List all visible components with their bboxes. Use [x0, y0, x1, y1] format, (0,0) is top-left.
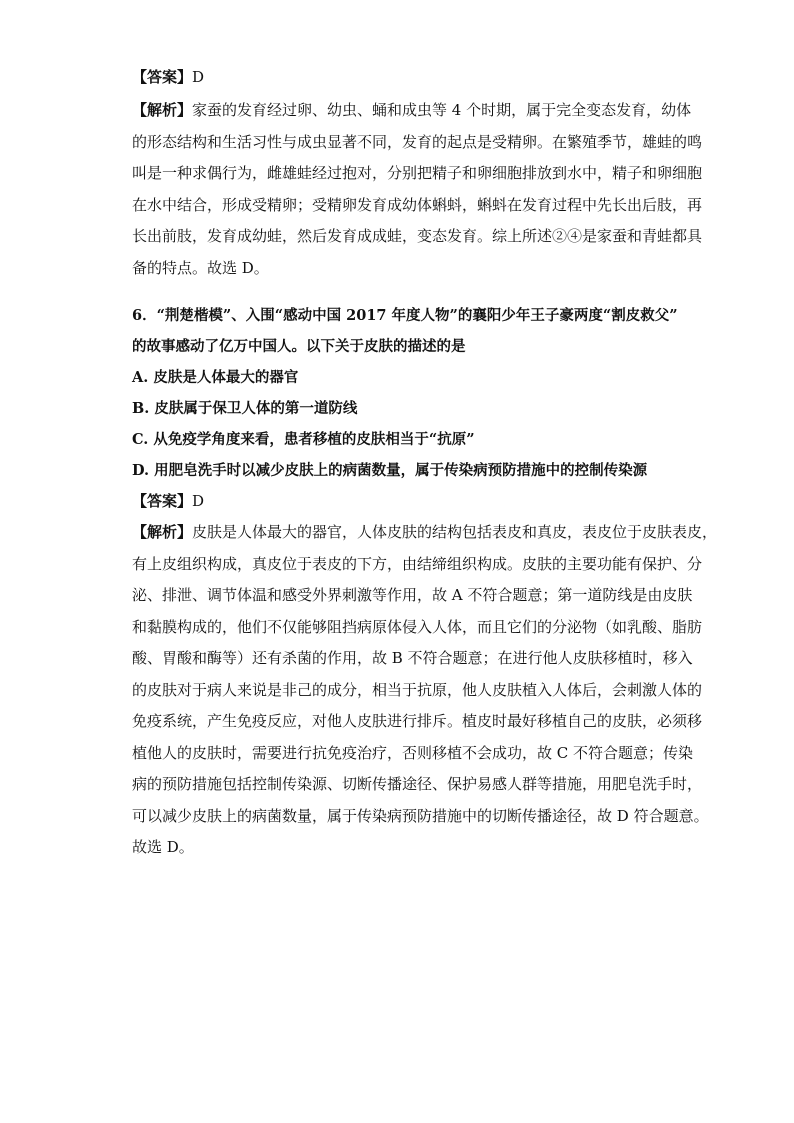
option-c: C. 从免疫学角度来看，患者移植的皮肤相当于“抗原” [132, 431, 475, 448]
option-a: A. 皮肤是人体最大的器官 [132, 369, 299, 386]
question-stem-line: 的故事感动了亿万中国人。以下关于皮肤的描述的是 [132, 338, 466, 355]
answer-line [132, 62, 672, 94]
analysis-line: 长出前肢，发育成幼蛙，然后发育成成蛙，变态发育。综上所述②④是家蚕和青蛙都具 [132, 227, 703, 245]
answer-tag: 【答案】 [132, 68, 193, 86]
question-6 [132, 300, 678, 486]
analysis-line: 泌、排泄、调节体温和感受外界刺激等作用，故 A 不符合题意；第一道防线是由皮肤 [132, 586, 693, 604]
option-d: D. 用肥皂洗手时以减少皮肤上的病菌数量，属于传染病预防措施中的控制传染源 [132, 462, 648, 479]
analysis-line: 和黏膜构成的，他们不仅能够阻挡病原体侵入人体，而且它们的分泌物（如乳酸、脂肪 [132, 617, 703, 636]
analysis-line: 的皮肤对于病人来说是非己的成分，相当于抗原，他人皮肤植入人体后，会刺激人体的 [132, 680, 703, 699]
analysis-tag: 【解析】 [132, 101, 193, 119]
analysis-line: 免疫系统，产生免疫反应，对他人皮肤进行排斥。植皮时最好移植自己的皮肤，必须移 [132, 712, 703, 730]
answer-line [132, 486, 672, 518]
analysis-line: 叫是一种求偶行为，雌雄蛙经过抱对，分别把精子和卵细胞排放到水中，精子和卵细胞 [132, 164, 703, 182]
analysis-line [132, 95, 692, 127]
analysis-block-1 [132, 95, 703, 284]
analysis-line: 在水中结合，形成受精卵；受精卵发育成幼体蝌蚪，蝌蚪在发育过程中先长出后肢，再 [132, 195, 703, 214]
option-b: B. 皮肤属于保卫人体的第一道防线 [132, 400, 358, 417]
analysis-text: 家蚕的发育经过卵、幼虫、蛹和成虫等 4 个时期，属于完全变态发育，幼体 [192, 101, 692, 119]
answer-value: D [192, 68, 205, 86]
analysis-line: 可以减少皮肤上的病菌数量，属于传染病预防措施中的切断传播途径，故 D 符合题意。 [132, 806, 709, 825]
analysis-block-2 [132, 517, 718, 864]
analysis-line: 备的特点。故选 D。 [132, 258, 269, 277]
answer-block-2 [132, 486, 672, 518]
question-stem-line: 6．“荆楚楷模”、入围“感动中国 2017 年度人物”的襄阳少年王子豪两度“割皮救父” [132, 307, 678, 324]
analysis-line: 酸、胃酸和酶等）还有杀菌的作用，故 B 不符合题意；在进行他人皮肤移植时，移入 [132, 649, 693, 667]
answer-value: D [192, 492, 205, 510]
analysis-line: 病的预防措施包括控制传染源、切断传播途径、保护易感人群等措施，用肥皂洗手时， [132, 775, 703, 793]
analysis-text: 皮肤是人体最大的器官，人体皮肤的结构包括表皮和真皮，表皮位于皮肤表皮， [192, 523, 718, 541]
analysis-line: 有上皮组织构成，真皮位于表皮的下方，由结缔组织构成。皮肤的主要功能有保护、分 [132, 554, 703, 573]
analysis-line: 故选 D。 [132, 838, 194, 856]
analysis-line: 的形态结构和生活习性与成虫显著不同，发育的起点是受精卵。在繁殖季节，雄蛙的鸣 [132, 132, 703, 151]
analysis-line [132, 517, 718, 549]
answer-block-1 [132, 62, 672, 94]
analysis-tag: 【解析】 [132, 523, 193, 541]
analysis-line: 植他人的皮肤时，需要进行抗免疫治疗，否则移植不会成功，故 C 不符合题意；传染 [132, 743, 694, 762]
answer-tag: 【答案】 [132, 492, 193, 510]
